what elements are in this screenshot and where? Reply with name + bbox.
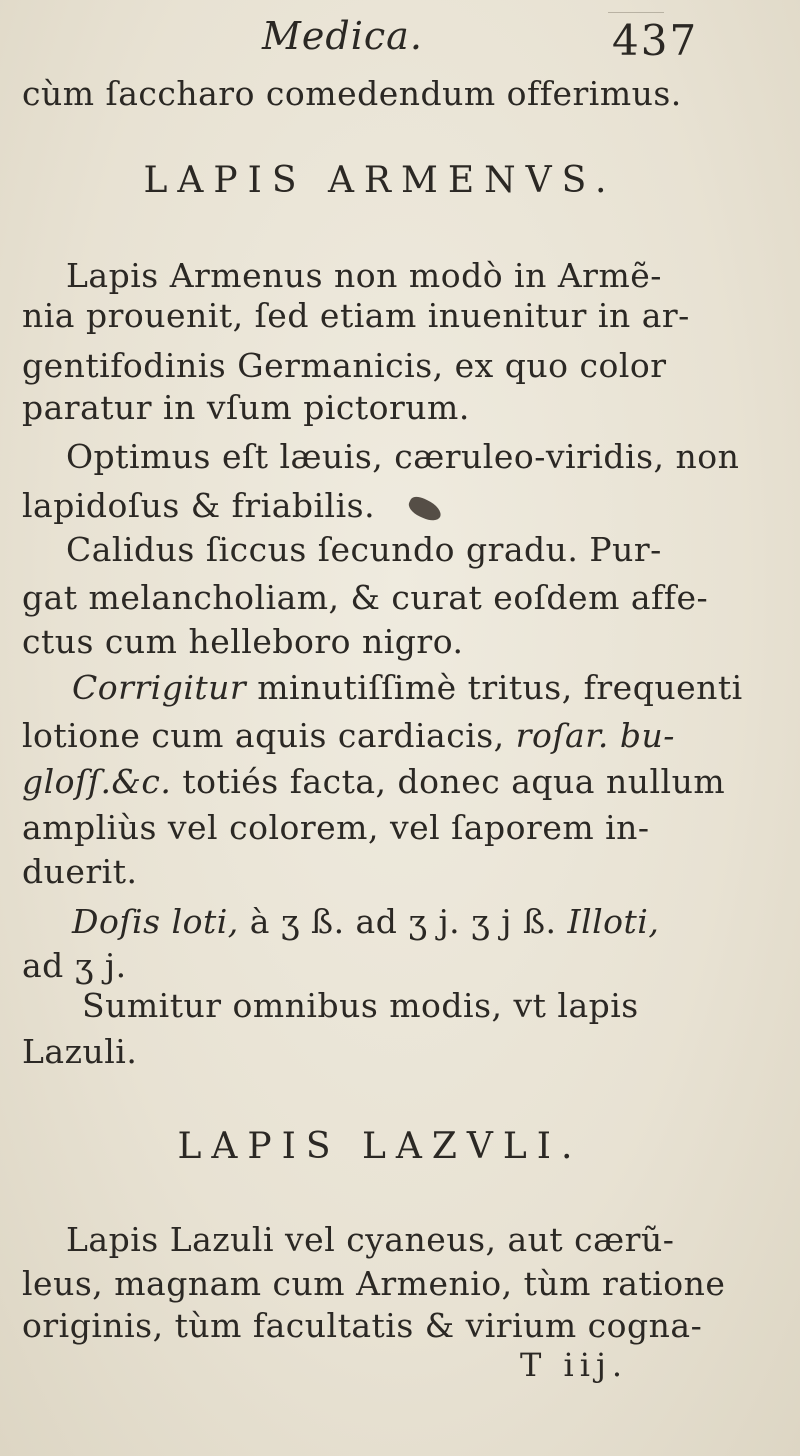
signature-mark: T iij. (520, 1346, 629, 1384)
text-line: duerit. (22, 852, 138, 891)
text-line: gat melancholiam, & curat eoſdem affe- (22, 578, 709, 617)
decorative-rule (608, 12, 664, 13)
text-fragment: minutiſſimè tritus, frequenti (246, 668, 743, 707)
text-line: gentifodinis Germanicis, ex quo color (22, 346, 667, 385)
text-line: Sumitur omnibus modis, vt lapis (82, 986, 639, 1025)
text-fragment: à ʒ ß. ad ʒ j. ʒ j ß. (238, 902, 557, 941)
text-line: ad ʒ j. (22, 946, 127, 985)
text-line: originis, tùm facultatis & virium cogna- (22, 1306, 703, 1345)
section-heading-lapis-armenus: LAPIS ARMENVS. (143, 160, 617, 201)
dosis-label: Doſis loti, (72, 902, 239, 941)
illoti-label: Illoti, (567, 902, 660, 941)
text-line: Lapis Armenus non modò in Armẽ- (66, 256, 662, 295)
corrigitur-line (72, 668, 743, 708)
running-title: Medica. (262, 14, 423, 58)
italic-abbrev: gloſſ.&c. (22, 762, 172, 801)
corrigitur-line-2 (22, 716, 675, 756)
text-line: Calidus ſiccus ſecundo gradu. Pur- (66, 530, 662, 569)
text-line: Lazuli. (22, 1032, 138, 1071)
text-line: Lapis Lazuli vel cyaneus, aut cærũ- (66, 1220, 675, 1259)
corrigitur-label: Corrigitur (72, 668, 247, 707)
italic-abbrev: roſar. bu- (515, 716, 675, 755)
text-line: ampliùs vel colorem, vel ſaporem in- (22, 808, 650, 847)
text-fragment: totiés facta, donec aqua nullum (182, 762, 726, 801)
page-number: 437 (612, 16, 699, 65)
ink-stain (406, 494, 444, 525)
text-line: ctus cum helleboro nigro. (22, 622, 464, 661)
text-line: nia prouenit, ſed etiam inuenitur in ar- (22, 296, 690, 335)
text-line: paratur in vſum pictorum. (22, 388, 470, 427)
dosis-line (72, 902, 659, 942)
text-fragment: lotione cum aquis cardiacis, (22, 716, 505, 755)
running-head (0, 14, 800, 74)
corrigitur-line-3 (22, 762, 725, 802)
text-line: cùm ſaccharo comedendum offerimus. (22, 74, 682, 113)
text-line: leus, magnam cum Armenio, tùm ratione (22, 1264, 726, 1303)
section-heading-lapis-lazuli: LAPIS LAZVLI. (177, 1126, 583, 1167)
text-line: Optimus eſt læuis, cæruleo-viridis, non (66, 437, 740, 476)
text-line: lapidoſus & friabilis. (22, 486, 376, 525)
